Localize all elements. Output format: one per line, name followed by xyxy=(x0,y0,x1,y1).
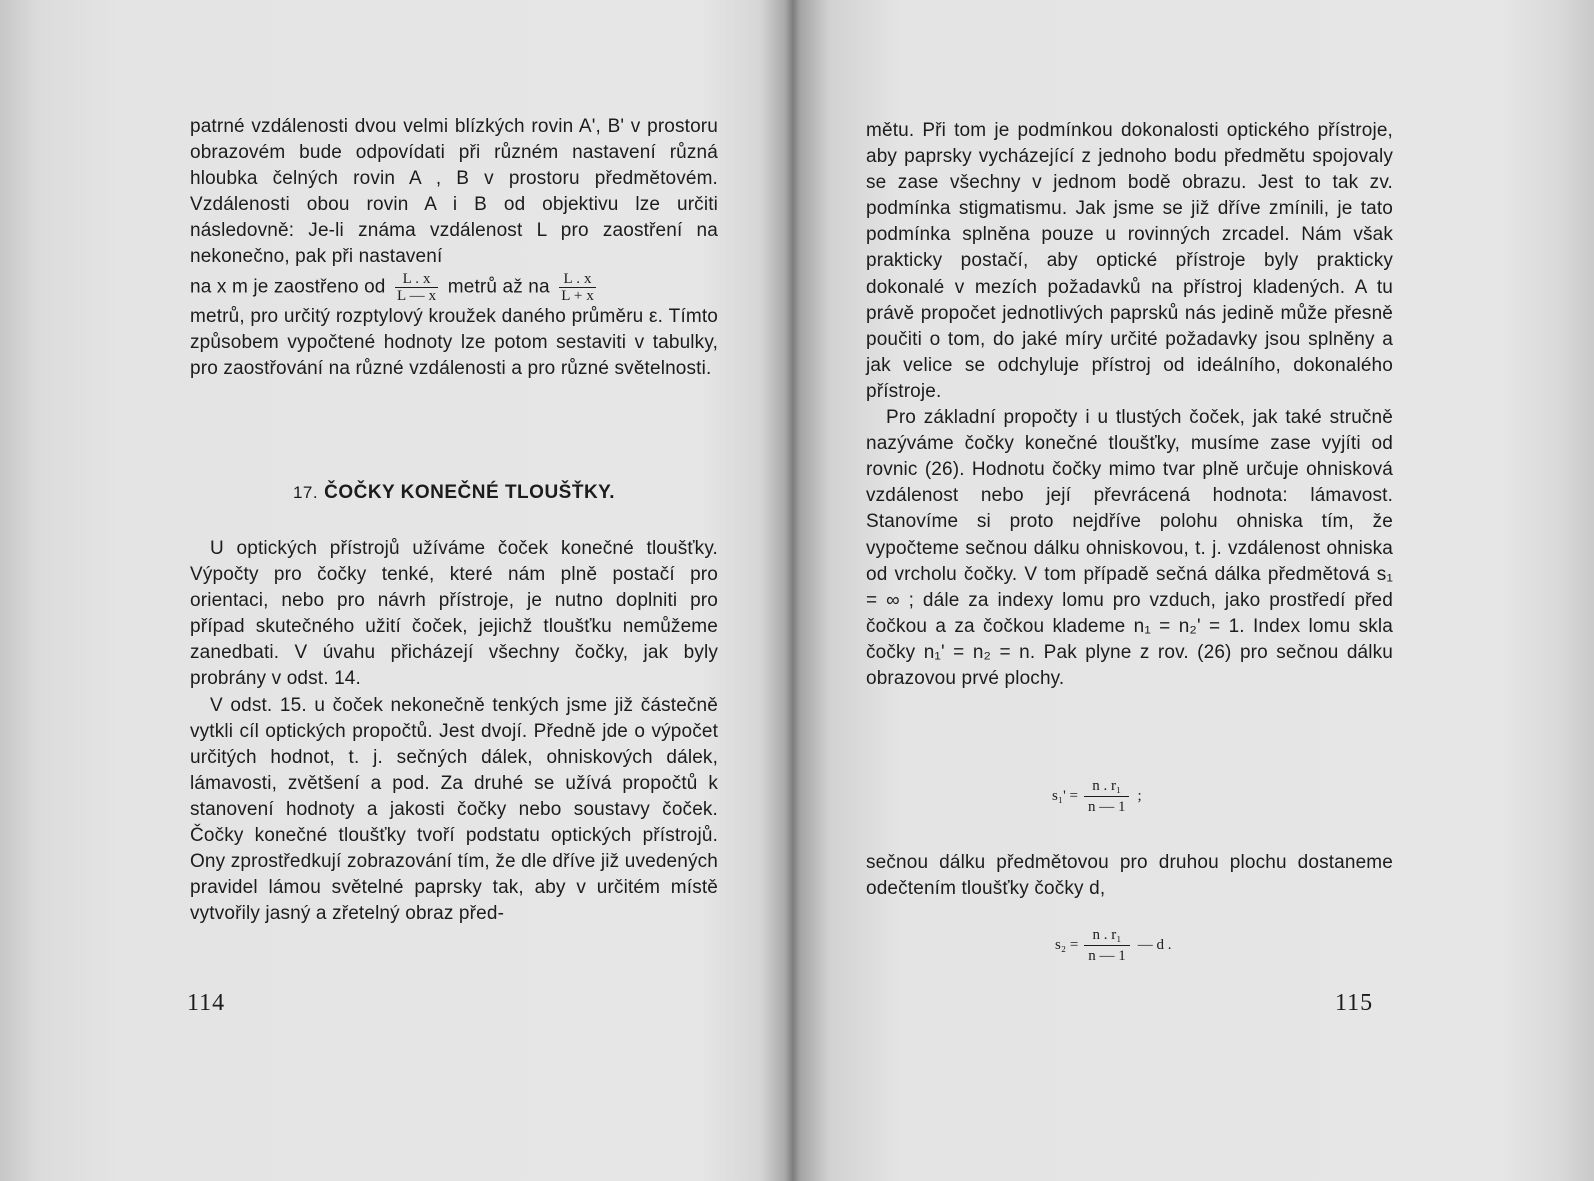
section-number: 17. xyxy=(292,483,319,502)
paragraph: Pro základní propočty i u tlustých čoček, jak také stručně nazýváme čočky konečné tloušťky, musíme zase vyjíti od rovnic (26). Hodnotu čočky mimo tvar plně určuje ohnisková vzdálenost nebo její převrácená hodnota: lámavost. Stanovíme si proto nejdříve polohu ohniska tím, že vypočteme sečnou dálku ohniskovou, t. j. vzdálenost ohniska od vrcholu čočky. V tom případě sečná dálka předmětová s₁ = ∞ ; dále za indexy lomu pro vzduch, jako prostředí před čočkou a za čočkou klademe n₁ = n₂' = 1. Index lomu skla čočky n₁' = n₂ = n. Pak plyne z rov. (26) pro sečnou dálku obrazovou prvé plochy. xyxy=(866,407,1393,689)
right-text-block-bottom xyxy=(866,850,1393,902)
formula-s1 xyxy=(1052,776,1142,817)
paragraph: U optických přístrojů užíváme čoček konečné tloušťky. Výpočty pro čočky tenké, které nám plně postačí pro orientaci, nebo pro návrh přístroje, je nutno doplniti pro případ skutečného užití čoček, jejichž tloušťku nemůžeme zanedbati. V úvahu přicházejí všechny čočky, jak byly probrány v odst. 14. xyxy=(190,538,718,690)
formula-s2-lhs: s₂ = xyxy=(1055,937,1079,953)
formula-s1-lhs: s₁' = xyxy=(1052,788,1078,804)
formula-s2-tail: — d . xyxy=(1137,937,1172,953)
formula-s2-fraction xyxy=(1084,925,1130,966)
right-page xyxy=(797,0,1594,1181)
page-number-left: 114 xyxy=(187,990,226,1016)
formula-line xyxy=(190,271,718,304)
fraction-1 xyxy=(395,271,438,304)
fraction-2-numerator: L . x xyxy=(559,271,596,288)
paragraph: patrné vzdálenosti dvou velmi blízkých rovin A', B' v prostoru obrazovém bude odpovídati při různém nastavení různá hloubka čelných rovin A , B v prostoru předmětovém. Vzdálenosti obou rovin A i B od objektivu lze určiti následovně: Je-li známa vzdálenost L pro zaostření na nekonečno, pak při nastavení xyxy=(190,116,718,268)
formula-s2-numerator: n . r₁ xyxy=(1084,925,1130,946)
page-number-right: 115 xyxy=(1335,990,1374,1016)
formula-s1-fraction xyxy=(1084,776,1130,817)
right-text-block-top xyxy=(866,118,1393,692)
left-text-block-top xyxy=(190,114,718,382)
formula-s1-numerator: n . r₁ xyxy=(1084,776,1130,797)
section-title: ČOČKY KONEČNÉ TLOUŠŤKY. xyxy=(324,482,616,503)
fraction-2-denominator: L + x xyxy=(561,287,595,304)
paragraph: V odst. 15. u čoček nekonečně tenkých jsme již částečně vytkli cíl optických propočtů. Jest dvojí. Předně jde o výpočet určitých hodnot, t. j. sečných dálek, ohniskových dálek, lámavosti, zvětšení a pod. Za druhé se užívá propočtů k stanovení hodnoty a jakosti čočky nebo soustavy čoček. Čočky konečné tloušťky tvoří podstatu optických přístrojů. Ony zprostředkují zobrazování tím, že dle dříve již uvedených pravidel lámou světelné paprsky tak, aby v určitém místě vytvořily jasný a zřetelný obraz před- xyxy=(190,694,718,925)
formula-s1-denominator: n — 1 xyxy=(1087,799,1126,815)
fraction-1-denominator: L — x xyxy=(396,287,437,304)
fraction-2 xyxy=(559,271,596,304)
formula-s2 xyxy=(1055,925,1172,966)
formula-line-middle: metrů až na xyxy=(447,276,550,298)
formula-s1-tail: ; xyxy=(1137,788,1142,804)
paragraph: mětu. Při tom je podmínkou dokonalosti optického přístroje, aby paprsky vycházející z jednoho bodu předmětu spojovaly se zase všechny v jednom bodě obrazu. Jest to tak zv. podmínka stigmatismu. Jak jsme se již dříve zmínili, je tato podmínka splněna pouze u rovinných zrcadel. Nám však prakticky postačí, aby optické přístroje byly prakticky dokonalé v mezích požadavků na přístroj kladených. A tu právě propočet jednotlivých paprsků nás jedině může přesně poučiti o tom, do jaké míry určité požadavky jsou splněny a jak velice se odchyluje přístroj od ideálního, dokonalého přístroje. xyxy=(866,120,1393,402)
section-heading xyxy=(190,482,718,504)
formula-line-before: na x m je zaostřeno od xyxy=(190,276,386,298)
paragraph: sečnou dálku předmětovou pro druhou plochu dostaneme odečtením tloušťky čočky d, xyxy=(866,852,1393,900)
paragraph: metrů, pro určitý rozptylový kroužek daného průměru ε. Tímto způsobem vypočtené hodnoty lze potom sestaviti v tabulky, pro zaostřování na různé vzdálenosti a pro různé světelnosti. xyxy=(190,305,718,379)
formula-s2-denominator: n — 1 xyxy=(1088,948,1126,964)
fraction-1-numerator: L . x xyxy=(395,271,438,288)
left-text-block-bottom xyxy=(190,536,718,927)
left-page xyxy=(0,0,790,1181)
